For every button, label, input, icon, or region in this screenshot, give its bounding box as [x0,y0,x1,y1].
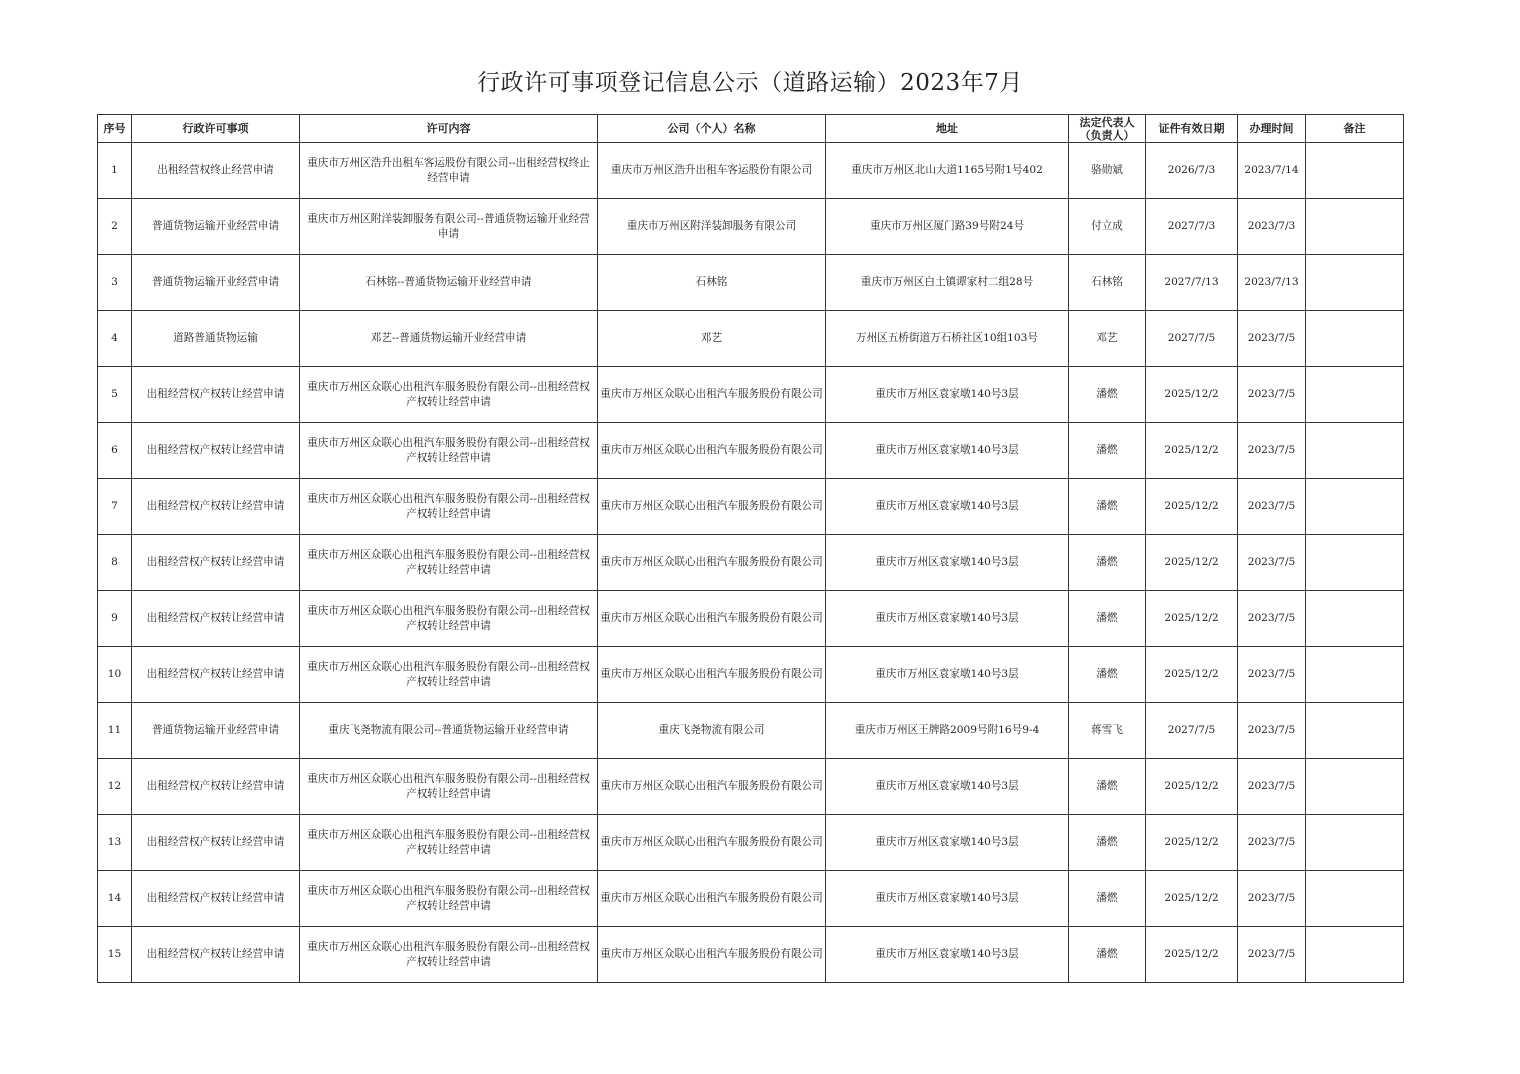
col-header-content: 许可内容 [300,115,598,143]
cell-date: 2023/7/5 [1238,703,1306,759]
cell-rep: 骆勋斌 [1069,143,1146,199]
cell-address: 重庆市万州区袁家墩140号3层 [826,927,1069,983]
table-row [98,423,1404,479]
cell-rep: 蒋雪飞 [1069,703,1146,759]
cell-date: 2023/7/14 [1238,143,1306,199]
cell-item: 出租经营权产权转让经营申请 [132,535,300,591]
cell-date: 2023/7/5 [1238,927,1306,983]
cell-item: 道路普通货物运输 [132,311,300,367]
cell-valid: 2025/12/2 [1146,759,1238,815]
cell-content: 重庆市万州区众联心出租汽车服务股份有限公司--出租经营权产权转让经营申请 [300,423,598,479]
table-row [98,703,1404,759]
page-title: 行政许可事项登记信息公示（道路运输）2023年7月 [477,70,1023,96]
cell-address: 万州区五桥街道万石桥社区10组103号 [826,311,1069,367]
cell-note [1306,759,1404,815]
cell-address: 重庆市万州区袁家墩140号3层 [826,591,1069,647]
cell-address: 重庆市万州区北山大道1165号附1号402 [826,143,1069,199]
cell-address: 重庆市万州区袁家墩140号3层 [826,423,1069,479]
cell-item: 出租经营权产权转让经营申请 [132,479,300,535]
cell-date: 2023/7/5 [1238,423,1306,479]
cell-date: 2023/7/5 [1238,759,1306,815]
cell-note [1306,311,1404,367]
cell-no: 14 [98,871,132,927]
header-row [98,115,1404,143]
cell-rep: 潘燃 [1069,367,1146,423]
cell-no: 8 [98,535,132,591]
cell-company: 邓艺 [598,311,826,367]
cell-content: 石林铭--普通货物运输开业经营申请 [300,255,598,311]
cell-no: 15 [98,927,132,983]
cell-valid: 2027/7/3 [1146,199,1238,255]
cell-address: 重庆市万州区白土镇谭家村二组28号 [826,255,1069,311]
table-row [98,143,1404,199]
cell-company: 重庆市万州区众联心出租汽车服务股份有限公司 [598,759,826,815]
cell-address: 重庆市万州区厦门路39号附24号 [826,199,1069,255]
cell-no: 7 [98,479,132,535]
cell-note [1306,255,1404,311]
col-header-no: 序号 [98,115,132,143]
cell-company: 重庆市万州区众联心出租汽车服务股份有限公司 [598,647,826,703]
cell-address: 重庆市万州区袁家墩140号3层 [826,535,1069,591]
cell-valid: 2025/12/2 [1146,647,1238,703]
cell-company: 重庆市万州区众联心出租汽车服务股份有限公司 [598,367,826,423]
cell-company: 重庆市万州区众联心出租汽车服务股份有限公司 [598,479,826,535]
cell-company: 重庆市万州区众联心出租汽车服务股份有限公司 [598,927,826,983]
cell-item: 出租经营权产权转让经营申请 [132,367,300,423]
table-row [98,927,1404,983]
cell-valid: 2025/12/2 [1146,927,1238,983]
cell-content: 重庆飞尧物流有限公司--普通货物运输开业经营申请 [300,703,598,759]
cell-rep: 潘燃 [1069,591,1146,647]
table-row [98,367,1404,423]
cell-valid: 2026/7/3 [1146,143,1238,199]
col-header-rep: 法定代表人（负责人） [1069,115,1146,143]
col-header-company: 公司（个人）名称 [598,115,826,143]
cell-note [1306,423,1404,479]
cell-no: 11 [98,703,132,759]
table-row [98,199,1404,255]
cell-date: 2023/7/13 [1238,255,1306,311]
cell-address: 重庆市万州区袁家墩140号3层 [826,871,1069,927]
cell-valid: 2025/12/2 [1146,479,1238,535]
cell-content: 重庆市万州区众联心出租汽车服务股份有限公司--出租经营权产权转让经营申请 [300,591,598,647]
table-row [98,815,1404,871]
cell-valid: 2025/12/2 [1146,535,1238,591]
cell-valid: 2027/7/13 [1146,255,1238,311]
cell-item: 普通货物运输开业经营申请 [132,199,300,255]
cell-valid: 2027/7/5 [1146,703,1238,759]
cell-no: 1 [98,143,132,199]
cell-no: 4 [98,311,132,367]
cell-valid: 2025/12/2 [1146,423,1238,479]
cell-content: 重庆市万州区众联心出租汽车服务股份有限公司--出租经营权产权转让经营申请 [300,927,598,983]
cell-note [1306,927,1404,983]
cell-rep: 潘燃 [1069,647,1146,703]
cell-valid: 2025/12/2 [1146,591,1238,647]
cell-item: 出租经营权产权转让经营申请 [132,927,300,983]
cell-rep: 付立成 [1069,199,1146,255]
cell-rep: 潘燃 [1069,927,1146,983]
cell-valid: 2025/12/2 [1146,367,1238,423]
table-row [98,311,1404,367]
cell-content: 重庆市万州区众联心出租汽车服务股份有限公司--出租经营权产权转让经营申请 [300,759,598,815]
cell-date: 2023/7/5 [1238,479,1306,535]
table-body [98,143,1404,983]
cell-address: 重庆市万州区袁家墩140号3层 [826,815,1069,871]
cell-no: 9 [98,591,132,647]
table-row [98,759,1404,815]
cell-rep: 邓艺 [1069,311,1146,367]
cell-item: 出租经营权产权转让经营申请 [132,423,300,479]
cell-item: 出租经营权产权转让经营申请 [132,871,300,927]
cell-note [1306,143,1404,199]
cell-content: 重庆市万州区众联心出租汽车服务股份有限公司--出租经营权产权转让经营申请 [300,815,598,871]
cell-content: 重庆市万州区众联心出租汽车服务股份有限公司--出租经营权产权转让经营申请 [300,535,598,591]
cell-note [1306,479,1404,535]
cell-company: 重庆市万州区众联心出租汽车服务股份有限公司 [598,815,826,871]
cell-address: 重庆市万州区袁家墩140号3层 [826,367,1069,423]
cell-note [1306,367,1404,423]
cell-valid: 2025/12/2 [1146,871,1238,927]
cell-rep: 潘燃 [1069,815,1146,871]
cell-company: 重庆市万州区众联心出租汽车服务股份有限公司 [598,591,826,647]
cell-note [1306,871,1404,927]
cell-content: 重庆市万州区众联心出租汽车服务股份有限公司--出租经营权产权转让经营申请 [300,367,598,423]
cell-no: 2 [98,199,132,255]
cell-content: 重庆市万州区众联心出租汽车服务股份有限公司--出租经营权产权转让经营申请 [300,871,598,927]
table-row [98,591,1404,647]
cell-note [1306,199,1404,255]
cell-item: 出租经营权产权转让经营申请 [132,815,300,871]
col-header-note: 备注 [1306,115,1404,143]
cell-content: 重庆市万州区浩升出租车客运股份有限公司--出租经营权终止经营申请 [300,143,598,199]
cell-company: 石林铭 [598,255,826,311]
col-header-date: 办理时间 [1238,115,1306,143]
cell-no: 10 [98,647,132,703]
cell-date: 2023/7/3 [1238,199,1306,255]
cell-address: 重庆市万州区袁家墩140号3层 [826,759,1069,815]
cell-item: 出租经营权产权转让经营申请 [132,759,300,815]
cell-valid: 2025/12/2 [1146,815,1238,871]
cell-item: 普通货物运输开业经营申请 [132,255,300,311]
cell-date: 2023/7/5 [1238,311,1306,367]
cell-address: 重庆市万州区袁家墩140号3层 [826,647,1069,703]
cell-address: 重庆市万州区王牌路2009号附16号9-4 [826,703,1069,759]
cell-company: 重庆市万州区附洋装卸服务有限公司 [598,199,826,255]
cell-item: 普通货物运输开业经营申请 [132,703,300,759]
cell-date: 2023/7/5 [1238,367,1306,423]
cell-company: 重庆飞尧物流有限公司 [598,703,826,759]
col-header-address: 地址 [826,115,1069,143]
table-row [98,255,1404,311]
cell-address: 重庆市万州区袁家墩140号3层 [826,479,1069,535]
cell-content: 重庆市万州区众联心出租汽车服务股份有限公司--出租经营权产权转让经营申请 [300,647,598,703]
cell-note [1306,591,1404,647]
cell-rep: 石林铭 [1069,255,1146,311]
cell-rep: 潘燃 [1069,423,1146,479]
table-row [98,479,1404,535]
cell-date: 2023/7/5 [1238,535,1306,591]
cell-rep: 潘燃 [1069,871,1146,927]
cell-item: 出租经营权产权转让经营申请 [132,647,300,703]
cell-content: 重庆市万州区众联心出租汽车服务股份有限公司--出租经营权产权转让经营申请 [300,479,598,535]
table-row [98,647,1404,703]
cell-note [1306,647,1404,703]
registration-table [97,114,1404,983]
cell-date: 2023/7/5 [1238,815,1306,871]
table-row [98,871,1404,927]
col-header-item: 行政许可事项 [132,115,300,143]
cell-date: 2023/7/5 [1238,591,1306,647]
cell-company: 重庆市万州区众联心出租汽车服务股份有限公司 [598,535,826,591]
cell-rep: 潘燃 [1069,759,1146,815]
cell-no: 12 [98,759,132,815]
cell-date: 2023/7/5 [1238,871,1306,927]
cell-content: 邓艺--普通货物运输开业经营申请 [300,311,598,367]
cell-item: 出租经营权产权转让经营申请 [132,591,300,647]
cell-no: 5 [98,367,132,423]
cell-company: 重庆市万州区众联心出租汽车服务股份有限公司 [598,423,826,479]
cell-no: 13 [98,815,132,871]
cell-rep: 潘燃 [1069,535,1146,591]
cell-no: 3 [98,255,132,311]
cell-note [1306,535,1404,591]
cell-note [1306,815,1404,871]
cell-rep: 潘燃 [1069,479,1146,535]
cell-company: 重庆市万州区众联心出租汽车服务股份有限公司 [598,871,826,927]
cell-company: 重庆市万州区浩升出租车客运股份有限公司 [598,143,826,199]
cell-valid: 2027/7/5 [1146,311,1238,367]
cell-item: 出租经营权终止经营申请 [132,143,300,199]
col-header-valid: 证件有效日期 [1146,115,1238,143]
cell-date: 2023/7/5 [1238,647,1306,703]
cell-content: 重庆市万州区附洋装卸服务有限公司--普通货物运输开业经营申请 [300,199,598,255]
cell-note [1306,703,1404,759]
table-row [98,535,1404,591]
cell-no: 6 [98,423,132,479]
